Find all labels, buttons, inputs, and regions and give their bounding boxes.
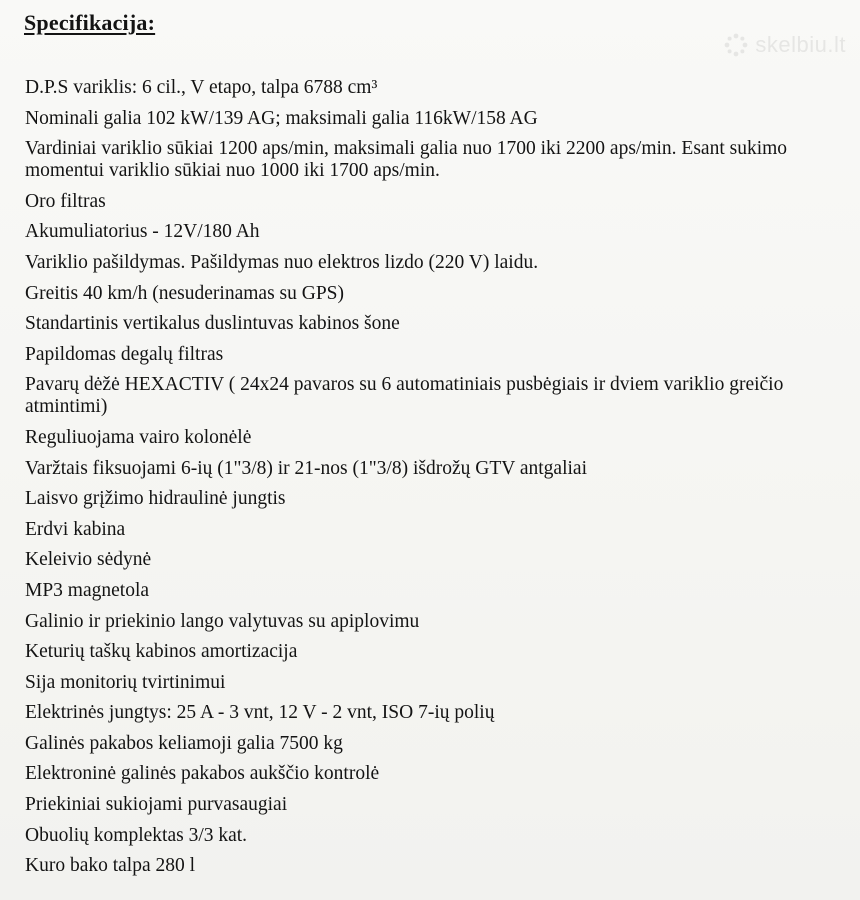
spec-item: Elektroninė galinės pakabos aukščio kontrolė bbox=[25, 763, 380, 785]
spec-item: Keturių taškų kabinos amortizacija bbox=[25, 641, 298, 663]
spec-item: Laisvo grįžimo hidraulinė jungtis bbox=[25, 488, 286, 510]
page-title: Specifikacija: bbox=[24, 10, 156, 35]
spec-item: Keleivio sėdynė bbox=[25, 549, 152, 571]
spec-item: MP3 magnetola bbox=[25, 579, 150, 601]
spec-item: Priekiniai sukiojami purvasaugiai bbox=[25, 794, 288, 816]
spec-item: Galinės pakabos keliamoji galia 7500 kg bbox=[25, 732, 343, 754]
spec-item: Pavarų dėžė HEXACTIV ( 24x24 pavaros su 6 automatiniais pusbėgiais ir dviem variklio greičio atmintimi) bbox=[25, 374, 784, 418]
spec-item: Variklio pašildymas. Pašildymas nuo elektros lizdo (220 V) laidu. bbox=[25, 251, 539, 273]
spec-item: Vardiniai variklio sūkiai 1200 aps/min, maksimali galia nuo 1700 iki 2200 aps/min. Esant sukimo momentui variklio sūkiai nuo 1000 iki 1700 aps/min. bbox=[25, 138, 788, 182]
spec-item: Obuolių komplektas 3/3 kat. bbox=[25, 824, 248, 846]
spec-item: Oro filtras bbox=[25, 190, 106, 212]
spec-item: Elektrinės jungtys: 25 A - 3 vnt, 12 V - 2 vnt, ISO 7-ių polių bbox=[25, 702, 495, 724]
watermark bbox=[723, 32, 846, 58]
spec-item: Varžtais fiksuojami 6-ių (1"3/8) ir 21-nos (1"3/8) išdrožų GTV antgaliai bbox=[25, 457, 587, 479]
spec-item: Galinio ir priekinio lango valytuvas su apiplovimu bbox=[25, 610, 420, 632]
spec-item: Papildomas degalų filtras bbox=[25, 343, 224, 365]
spec-item: Greitis 40 km/h (nesuderinamas su GPS) bbox=[25, 282, 345, 304]
spec-item: D.P.S variklis: 6 cil., V etapo, talpa 6788 cm³ bbox=[25, 77, 378, 98]
spec-item: Standartinis vertikalus duslintuvas kabinos šone bbox=[25, 313, 400, 335]
spec-item: Akumuliatorius - 12V/180 Ah bbox=[25, 221, 260, 243]
spec-item: Erdvi kabina bbox=[25, 518, 126, 540]
watermark-text: skelbiu.lt bbox=[755, 32, 846, 57]
specification-list bbox=[25, 77, 845, 886]
spec-item: Kuro bako talpa 280 l bbox=[25, 855, 196, 877]
spec-item: Sija monitorių tvirtinimui bbox=[25, 671, 226, 693]
spec-item: Reguliuojama vairo kolonėlė bbox=[25, 426, 252, 448]
spec-item: Nominali galia 102 kW/139 AG; maksimali galia 116kW/158 AG bbox=[25, 107, 538, 129]
watermark-logo-icon bbox=[723, 32, 749, 58]
